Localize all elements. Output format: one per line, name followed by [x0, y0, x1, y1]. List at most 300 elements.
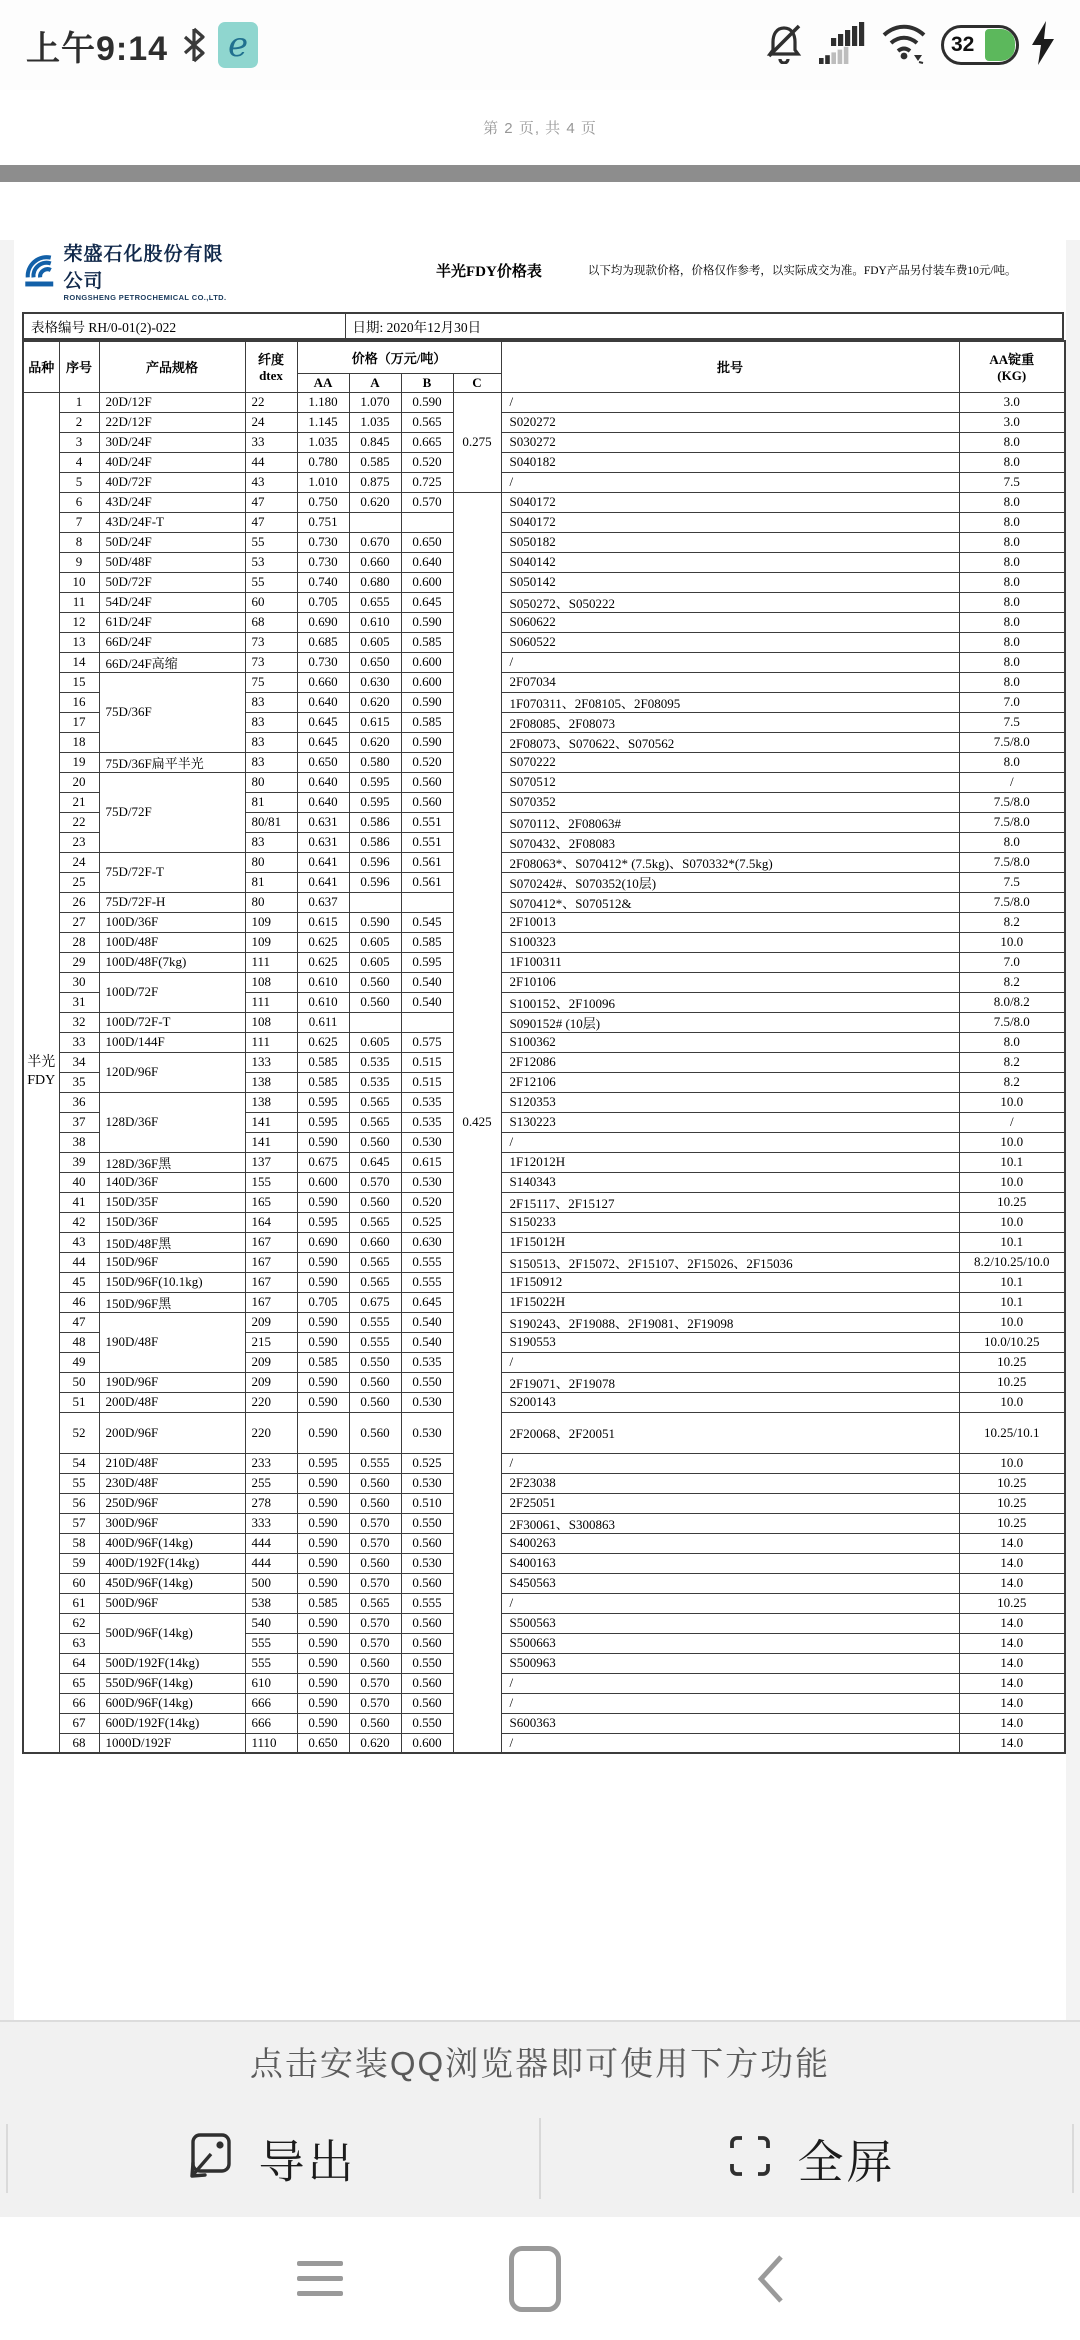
cell-weight: 8.0 — [959, 552, 1065, 572]
cell-seq: 37 — [59, 1112, 99, 1132]
cell-price-b: 0.585 — [401, 632, 453, 652]
table-row — [23, 1733, 1065, 1753]
cell-seq: 8 — [59, 532, 99, 552]
back-button[interactable] — [710, 2217, 830, 2340]
cell-price-a: 0.596 — [349, 852, 401, 872]
cell-dtex: 55 — [245, 532, 297, 552]
cell-price-a: 0.660 — [349, 552, 401, 572]
cell-price-b: 0.525 — [401, 1212, 453, 1232]
cell-dtex: 80 — [245, 892, 297, 912]
home-icon — [509, 2246, 561, 2312]
home-button[interactable] — [475, 2217, 595, 2340]
cell-spec: 40D/24F — [99, 452, 245, 472]
battery-level: 32 — [951, 33, 975, 56]
table-row — [23, 1573, 1065, 1593]
table-row — [23, 912, 1065, 932]
cell-batch: S040172 — [501, 512, 959, 532]
cell-price-b: 0.561 — [401, 852, 453, 872]
cell-weight: 10.25/10.1 — [959, 1412, 1065, 1453]
cell-weight: 10.25 — [959, 1593, 1065, 1613]
cell-price-a: 1.070 — [349, 392, 401, 412]
cell-seq: 66 — [59, 1693, 99, 1713]
battery-fill — [985, 29, 1015, 61]
cell-spec: 50D/24F — [99, 532, 245, 552]
cell-weight: 10.1 — [959, 1292, 1065, 1312]
cell-price-b: 0.560 — [401, 1573, 453, 1593]
cell-dtex: 233 — [245, 1453, 297, 1473]
cell-seq: 67 — [59, 1713, 99, 1733]
cell-price-a: 0.560 — [349, 1713, 401, 1733]
cell-batch: / — [501, 1733, 959, 1753]
cell-batch: S040182 — [501, 452, 959, 472]
cell-batch: S070242#、S070352(10层) — [501, 872, 959, 892]
page-separator-bar — [0, 165, 1080, 182]
cell-spec: 400D/192F(14kg) — [99, 1553, 245, 1573]
cell-batch: S190243、2F19088、2F19081、2F19098 — [501, 1312, 959, 1332]
cell-spec: 100D/72F-T — [99, 1012, 245, 1032]
cell-price-aa: 0.590 — [297, 1192, 349, 1212]
cell-spec: 500D/96F — [99, 1593, 245, 1613]
export-button[interactable] — [0, 2100, 539, 2217]
cell-weight: 14.0 — [959, 1613, 1065, 1633]
cell-dtex: 138 — [245, 1072, 297, 1092]
cell-price-b: 0.550 — [401, 1653, 453, 1673]
cell-seq: 25 — [59, 872, 99, 892]
cell-weight: 8.0 — [959, 1032, 1065, 1052]
cell-weight: 14.0 — [959, 1573, 1065, 1593]
cell-price-a: 0.535 — [349, 1052, 401, 1072]
cell-price-aa: 0.625 — [297, 932, 349, 952]
cell-price-a: 0.565 — [349, 1593, 401, 1613]
cell-seq: 38 — [59, 1132, 99, 1152]
cell-dtex: 209 — [245, 1352, 297, 1372]
back-icon — [753, 2253, 787, 2305]
col-header-seq: 序号 — [59, 341, 99, 392]
cell-batch: S100323 — [501, 932, 959, 952]
cell-price-aa: 0.740 — [297, 572, 349, 592]
cell-seq: 17 — [59, 712, 99, 732]
cell-dtex: 278 — [245, 1493, 297, 1513]
cell-price-a: 0.570 — [349, 1533, 401, 1553]
notifications-muted-icon — [764, 22, 804, 69]
cell-price-b: 0.555 — [401, 1272, 453, 1292]
cell-spec: 20D/12F — [99, 392, 245, 412]
cell-price-aa: 0.585 — [297, 1052, 349, 1072]
cell-price-a: 0.655 — [349, 592, 401, 612]
cell-spec: 600D/192F(14kg) — [99, 1713, 245, 1733]
cell-dtex: 68 — [245, 612, 297, 632]
cell-price-b: 0.600 — [401, 672, 453, 692]
cell-spec: 50D/72F — [99, 572, 245, 592]
cell-price-aa: 0.595 — [297, 1453, 349, 1473]
table-row — [23, 1453, 1065, 1473]
table-row — [23, 512, 1065, 532]
table-row — [23, 672, 1065, 692]
cell-weight: 14.0 — [959, 1553, 1065, 1573]
cell-seq: 4 — [59, 452, 99, 472]
cell-price-a: 0.570 — [349, 1673, 401, 1693]
cell-weight: 14.0 — [959, 1673, 1065, 1693]
cell-price-a: 0.570 — [349, 1513, 401, 1533]
cell-dtex: 137 — [245, 1152, 297, 1172]
cell-seq: 44 — [59, 1252, 99, 1272]
table-row — [23, 313, 1063, 339]
cell-batch: S400263 — [501, 1533, 959, 1553]
cell-price-b: 0.560 — [401, 1613, 453, 1633]
cell-dtex: 610 — [245, 1673, 297, 1693]
cell-batch: 2F10013 — [501, 912, 959, 932]
table-row — [23, 852, 1065, 872]
cell-batch: S400163 — [501, 1553, 959, 1573]
cell-price-aa: 0.705 — [297, 1292, 349, 1312]
cell-spec: 128D/36F — [99, 1092, 245, 1152]
cell-spec: 190D/48F — [99, 1312, 245, 1372]
cell-seq: 10 — [59, 572, 99, 592]
cell-weight: 7.5/8.0 — [959, 852, 1065, 872]
wifi-icon — [880, 21, 928, 70]
document-title: 半光FDY价格表 — [436, 263, 542, 280]
cell-price-b: 0.645 — [401, 592, 453, 612]
cell-dtex: 83 — [245, 752, 297, 772]
cell-seq: 7 — [59, 512, 99, 532]
cell-price-a: 0.560 — [349, 1653, 401, 1673]
cell-batch: S130223 — [501, 1112, 959, 1132]
cell-batch: S100152、2F10096 — [501, 992, 959, 1012]
cell-price-b: 0.630 — [401, 1232, 453, 1252]
cell-dtex: 80 — [245, 852, 297, 872]
cell-seq: 21 — [59, 792, 99, 812]
cell-spec: 210D/48F — [99, 1453, 245, 1473]
cell-price-aa: 0.690 — [297, 612, 349, 632]
cell-seq: 13 — [59, 632, 99, 652]
cell-batch: S060522 — [501, 632, 959, 652]
cell-dtex: 220 — [245, 1392, 297, 1412]
company-name-en: RONGSHENG PETROCHEMICAL CO.,LTD. — [63, 292, 227, 302]
cell-price-aa: 0.751 — [297, 512, 349, 532]
cell-price-aa: 0.590 — [297, 1553, 349, 1573]
table-row — [23, 752, 1065, 772]
cell-spec: 150D/96F(10.1kg) — [99, 1272, 245, 1292]
cell-price-b: 0.515 — [401, 1072, 453, 1092]
cell-weight: 10.1 — [959, 1272, 1065, 1292]
cell-price-aa: 0.631 — [297, 832, 349, 852]
cell-batch: S070112、2F08063# — [501, 812, 959, 832]
cell-dtex: 167 — [245, 1232, 297, 1252]
cell-seq: 65 — [59, 1673, 99, 1693]
cell-dtex: 80 — [245, 772, 297, 792]
cell-spec: 75D/72F-T — [99, 852, 245, 892]
cell-dtex: 540 — [245, 1613, 297, 1633]
cell-price-b: 0.590 — [401, 392, 453, 412]
cell-price-aa: 0.650 — [297, 752, 349, 772]
cell-spec: 230D/48F — [99, 1473, 245, 1493]
cell-price-aa: 0.730 — [297, 552, 349, 572]
table-row — [23, 1693, 1065, 1713]
cell-dtex: 138 — [245, 1092, 297, 1112]
cell-weight: 8.0 — [959, 652, 1065, 672]
col-header-grade-a: A — [349, 373, 401, 392]
cell-spec: 150D/96F黑 — [99, 1292, 245, 1312]
cell-seq: 1 — [59, 392, 99, 412]
browser-e-icon — [218, 22, 258, 68]
cell-weight: 10.25 — [959, 1513, 1065, 1533]
cell-price-a: 1.035 — [349, 412, 401, 432]
cell-batch: 1F15012H — [501, 1232, 959, 1252]
cell-seq: 49 — [59, 1352, 99, 1372]
cell-price-aa: 0.590 — [297, 1533, 349, 1553]
cell-seq: 48 — [59, 1332, 99, 1352]
cell-weight: 7.5 — [959, 712, 1065, 732]
cell-seq: 45 — [59, 1272, 99, 1292]
table-row — [23, 1553, 1065, 1573]
cell-price-aa: 0.640 — [297, 792, 349, 812]
table-row — [23, 1613, 1065, 1633]
cell-price-a: 0.645 — [349, 1152, 401, 1172]
cell-weight: 3.0 — [959, 412, 1065, 432]
cell-price-aa: 0.590 — [297, 1573, 349, 1593]
cell-dtex: 83 — [245, 692, 297, 712]
fullscreen-icon — [726, 2132, 774, 2185]
cell-batch: S090152# (10层) — [501, 1012, 959, 1032]
cell-batch: 2F15117、2F15127 — [501, 1192, 959, 1212]
cell-spec: 140D/36F — [99, 1172, 245, 1192]
cell-category: 半光 FDY — [23, 392, 59, 1753]
cell-price-b: 0.590 — [401, 612, 453, 632]
cell-price-aa: 0.590 — [297, 1272, 349, 1292]
price-table-body — [23, 392, 1065, 1753]
cell-batch: S200143 — [501, 1392, 959, 1412]
cell-price-a: 0.560 — [349, 972, 401, 992]
export-label: 导出 — [258, 2135, 357, 2188]
page-indicator: 第 2 页, 共 4 页 — [483, 120, 597, 137]
table-row — [23, 1312, 1065, 1332]
cell-dtex: 555 — [245, 1633, 297, 1653]
cell-weight: 8.0/8.2 — [959, 992, 1065, 1012]
cell-price-b: 0.520 — [401, 1192, 453, 1212]
install-banner[interactable]: 点击安装QQ浏览器即可使用下方功能 — [0, 2020, 1080, 2100]
cell-price-a: 0.565 — [349, 1212, 401, 1232]
cell-price-aa: 0.641 — [297, 872, 349, 892]
cell-seq: 12 — [59, 612, 99, 632]
cell-seq: 54 — [59, 1453, 99, 1473]
form-meta-table — [22, 312, 1064, 340]
cell-spec: 66D/24F — [99, 632, 245, 652]
cellular-signal-icon — [817, 20, 867, 71]
table-row — [23, 1092, 1065, 1112]
col-header-weight: AA锭重 (KG) — [959, 341, 1065, 392]
cell-batch: S600363 — [501, 1713, 959, 1733]
cell-spec: 100D/48F(7kg) — [99, 952, 245, 972]
document-header — [14, 240, 1066, 300]
cell-dtex: 80/81 — [245, 812, 297, 832]
table-row — [23, 1172, 1065, 1192]
table-row — [23, 1392, 1065, 1412]
cell-price-a: 0.620 — [349, 1733, 401, 1753]
cell-seq: 6 — [59, 492, 99, 512]
table-row — [23, 632, 1065, 652]
cell-spec: 30D/24F — [99, 432, 245, 452]
cell-weight: / — [959, 1112, 1065, 1132]
cell-price-a: 0.615 — [349, 712, 401, 732]
cell-spec: 50D/48F — [99, 552, 245, 572]
cell-price-a: 0.580 — [349, 752, 401, 772]
cell-spec: 75D/72F — [99, 772, 245, 852]
cell-price-aa: 0.590 — [297, 1693, 349, 1713]
cell-price-b: 0.535 — [401, 1092, 453, 1112]
table-row — [23, 1412, 1065, 1453]
fullscreen-label: 全屏 — [797, 2135, 896, 2188]
cell-weight: 8.0 — [959, 632, 1065, 652]
cell-price-aa: 0.690 — [297, 1232, 349, 1252]
cell-batch: 1F070311、2F08105、2F08095 — [501, 692, 959, 712]
cell-price-a: 0.680 — [349, 572, 401, 592]
cell-batch: 1F150912 — [501, 1272, 959, 1292]
status-bar — [0, 0, 1080, 90]
cell-weight: 10.25 — [959, 1473, 1065, 1493]
cell-weight: 8.0 — [959, 492, 1065, 512]
cell-batch: S100362 — [501, 1032, 959, 1052]
cell-dtex: 555 — [245, 1653, 297, 1673]
table-row — [23, 972, 1065, 992]
cell-price-b: 0.560 — [401, 792, 453, 812]
form-date: 日期: 2020年12月30日 — [345, 313, 1063, 339]
cell-dtex: 44 — [245, 452, 297, 472]
cell-seq: 46 — [59, 1292, 99, 1312]
cell-price-aa: 0.640 — [297, 772, 349, 792]
cell-dtex: 538 — [245, 1593, 297, 1613]
cell-price-a: 0.555 — [349, 1453, 401, 1473]
cell-price-aa: 0.685 — [297, 632, 349, 652]
cell-dtex: 220 — [245, 1412, 297, 1453]
cell-seq: 47 — [59, 1312, 99, 1332]
cell-spec: 400D/96F(14kg) — [99, 1533, 245, 1553]
document-page — [0, 240, 1080, 2020]
cell-dtex: 83 — [245, 732, 297, 752]
col-header-grade-b: B — [401, 373, 453, 392]
cell-weight: 10.0 — [959, 1453, 1065, 1473]
cell-price-a — [349, 512, 401, 532]
cell-price-aa: 0.675 — [297, 1152, 349, 1172]
table-row — [23, 1493, 1065, 1513]
cell-seq: 60 — [59, 1573, 99, 1593]
cell-dtex: 209 — [245, 1372, 297, 1392]
cell-price-a: 0.610 — [349, 612, 401, 632]
cell-seq: 20 — [59, 772, 99, 792]
cell-price-a: 0.560 — [349, 992, 401, 1012]
cell-price-a: 0.560 — [349, 1372, 401, 1392]
cell-spec: 200D/48F — [99, 1392, 245, 1412]
cell-dtex: 75 — [245, 672, 297, 692]
cell-seq: 22 — [59, 812, 99, 832]
cell-price-a: 0.595 — [349, 772, 401, 792]
cell-seq: 41 — [59, 1192, 99, 1212]
cell-weight: 14.0 — [959, 1713, 1065, 1733]
table-row — [23, 1292, 1065, 1312]
export-icon — [183, 2130, 235, 2187]
cell-weight: 10.1 — [959, 1152, 1065, 1172]
cell-price-a: 0.605 — [349, 632, 401, 652]
cell-seq: 62 — [59, 1613, 99, 1633]
cell-price-aa: 0.595 — [297, 1092, 349, 1112]
cell-spec: 100D/144F — [99, 1032, 245, 1052]
form-number: 表格编号 RH/0-01(2)-022 — [23, 313, 345, 339]
cell-batch: S050272、S050222 — [501, 592, 959, 612]
cell-price-b: 0.590 — [401, 692, 453, 712]
logo-mark-icon — [22, 248, 57, 292]
table-row — [23, 1212, 1065, 1232]
cell-price-b: 0.590 — [401, 732, 453, 752]
cell-price-b: 0.520 — [401, 752, 453, 772]
cell-price-aa: 1.180 — [297, 392, 349, 412]
cell-spec: 43D/24F-T — [99, 512, 245, 532]
cell-price-a: 0.620 — [349, 732, 401, 752]
cell-spec: 500D/96F(14kg) — [99, 1613, 245, 1653]
cell-dtex: 155 — [245, 1172, 297, 1192]
cell-batch: 2F23038 — [501, 1473, 959, 1493]
cell-batch: S070512 — [501, 772, 959, 792]
cell-batch: S150513、2F15072、2F15107、2F15026、2F15036 — [501, 1252, 959, 1272]
cell-dtex: 167 — [245, 1272, 297, 1292]
cell-price-aa: 0.585 — [297, 1593, 349, 1613]
cell-batch: / — [501, 472, 959, 492]
cell-dtex: 109 — [245, 932, 297, 952]
cell-spec: 43D/24F — [99, 492, 245, 512]
cell-weight: 8.2 — [959, 1052, 1065, 1072]
cell-price-aa: 0.590 — [297, 1653, 349, 1673]
cell-seq: 36 — [59, 1092, 99, 1112]
cell-price-b: 0.530 — [401, 1412, 453, 1453]
cell-price-a: 0.605 — [349, 952, 401, 972]
cell-price-aa: 0.625 — [297, 952, 349, 972]
col-header-category: 品种 — [23, 341, 59, 392]
cell-price-aa: 0.590 — [297, 1473, 349, 1493]
cell-spec: 450D/96F(14kg) — [99, 1573, 245, 1593]
table-row — [23, 1372, 1065, 1392]
table-row — [23, 452, 1065, 472]
table-row — [23, 1192, 1065, 1212]
cell-weight: 8.0 — [959, 832, 1065, 852]
cell-dtex: 164 — [245, 1212, 297, 1232]
menu-button[interactable] — [260, 2217, 380, 2340]
cell-price-aa: 0.590 — [297, 1513, 349, 1533]
cell-batch: S070352 — [501, 792, 959, 812]
table-row — [23, 472, 1065, 492]
cell-price-b: 0.665 — [401, 432, 453, 452]
cell-price-aa: 0.730 — [297, 532, 349, 552]
cell-dtex: 83 — [245, 832, 297, 852]
cell-price-aa: 0.645 — [297, 712, 349, 732]
cell-batch: S120353 — [501, 1092, 959, 1112]
cell-price-a: 0.570 — [349, 1613, 401, 1633]
cell-dtex: 47 — [245, 512, 297, 532]
cell-batch: / — [501, 1352, 959, 1372]
cell-price-b — [401, 1012, 453, 1032]
cell-weight: 8.0 — [959, 612, 1065, 632]
cell-price-a: 0.570 — [349, 1633, 401, 1653]
cell-price-b — [401, 512, 453, 532]
cell-price-b: 0.530 — [401, 1553, 453, 1573]
cell-price-a — [349, 1012, 401, 1032]
cell-batch: S500963 — [501, 1653, 959, 1673]
cell-price-aa: 0.615 — [297, 912, 349, 932]
cell-weight: 8.2 — [959, 912, 1065, 932]
cell-seq: 15 — [59, 672, 99, 692]
battery-indicator — [941, 25, 1019, 65]
fullscreen-button[interactable] — [541, 2100, 1080, 2217]
cell-dtex: 141 — [245, 1132, 297, 1152]
table-row — [23, 1152, 1065, 1172]
cell-price-b: 0.530 — [401, 1172, 453, 1192]
